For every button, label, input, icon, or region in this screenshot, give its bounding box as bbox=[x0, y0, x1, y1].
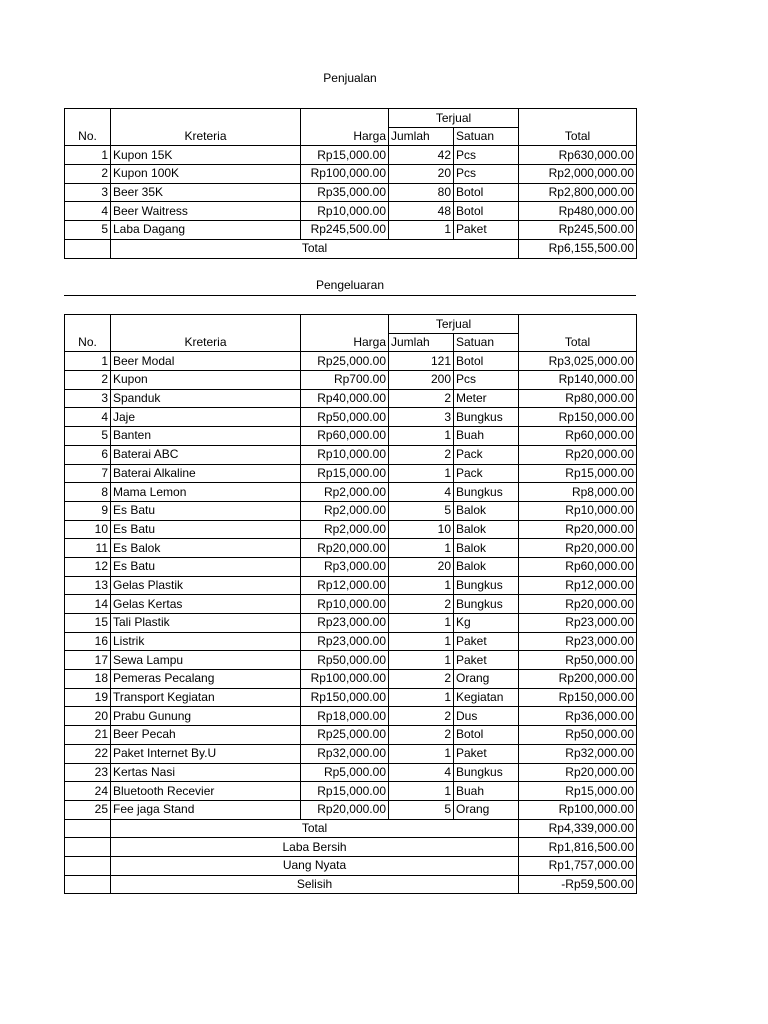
row-jumlah: 1 bbox=[389, 221, 454, 240]
row-satuan: Botol bbox=[454, 726, 519, 745]
summary-row bbox=[65, 819, 637, 838]
table-row bbox=[65, 670, 637, 689]
row-jumlah: 1 bbox=[389, 576, 454, 595]
row-no: 4 bbox=[65, 408, 111, 427]
row-satuan: Pack bbox=[454, 464, 519, 483]
row-total: Rp200,000.00 bbox=[519, 670, 637, 689]
row-total: Rp15,000.00 bbox=[519, 464, 637, 483]
row-total: Rp60,000.00 bbox=[519, 557, 637, 576]
row-satuan: Buah bbox=[454, 427, 519, 446]
row-no: 7 bbox=[65, 464, 111, 483]
row-satuan: Dus bbox=[454, 707, 519, 726]
table-row bbox=[65, 539, 637, 558]
row-total: Rp2,800,000.00 bbox=[519, 183, 637, 202]
header-jumlah: Jumlah bbox=[389, 333, 454, 352]
row-total: Rp2,000,000.00 bbox=[519, 165, 637, 184]
row-kreteria: Spanduk bbox=[111, 389, 301, 408]
table-row bbox=[65, 557, 637, 576]
row-total: Rp245,500.00 bbox=[519, 221, 637, 240]
row-kreteria: Tali Plastik bbox=[111, 614, 301, 633]
row-satuan: Pcs bbox=[454, 165, 519, 184]
row-jumlah: 1 bbox=[389, 427, 454, 446]
row-kreteria: Es Batu bbox=[111, 557, 301, 576]
row-jumlah: 42 bbox=[389, 146, 454, 165]
row-satuan: Paket bbox=[454, 651, 519, 670]
row-jumlah: 3 bbox=[389, 408, 454, 427]
row-kreteria: Prabu Gunung bbox=[111, 707, 301, 726]
row-kreteria: Listrik bbox=[111, 632, 301, 651]
row-harga: Rp15,000.00 bbox=[301, 464, 389, 483]
row-harga: Rp700.00 bbox=[301, 371, 389, 390]
row-total: Rp20,000.00 bbox=[519, 595, 637, 614]
row-kreteria: Pemeras Pecalang bbox=[111, 670, 301, 689]
row-satuan: Pcs bbox=[454, 146, 519, 165]
row-harga: Rp100,000.00 bbox=[301, 165, 389, 184]
row-kreteria: Mama Lemon bbox=[111, 483, 301, 502]
summary-value: Rp1,757,000.00 bbox=[519, 856, 637, 875]
row-no: 4 bbox=[65, 202, 111, 221]
row-total: Rp8,000.00 bbox=[519, 483, 637, 502]
header-kreteria: Kreteria bbox=[111, 109, 301, 146]
row-total: Rp23,000.00 bbox=[519, 614, 637, 633]
row-harga: Rp25,000.00 bbox=[301, 726, 389, 745]
summary-value: -Rp59,500.00 bbox=[519, 875, 637, 894]
row-harga: Rp40,000.00 bbox=[301, 389, 389, 408]
row-no: 6 bbox=[65, 445, 111, 464]
row-jumlah: 1 bbox=[389, 632, 454, 651]
table-row bbox=[65, 483, 637, 502]
row-kreteria: Beer Pecah bbox=[111, 726, 301, 745]
sales-title: Penjualan bbox=[323, 71, 377, 85]
row-satuan: Pack bbox=[454, 445, 519, 464]
table-row bbox=[65, 445, 637, 464]
header-jumlah: Jumlah bbox=[389, 127, 454, 146]
row-total: Rp36,000.00 bbox=[519, 707, 637, 726]
header-satuan: Satuan bbox=[454, 333, 519, 352]
row-jumlah: 20 bbox=[389, 557, 454, 576]
row-kreteria: Sewa Lampu bbox=[111, 651, 301, 670]
row-harga: Rp245,500.00 bbox=[301, 221, 389, 240]
row-kreteria: Es Batu bbox=[111, 520, 301, 539]
header-kreteria: Kreteria bbox=[111, 315, 301, 352]
row-satuan: Bungkus bbox=[454, 483, 519, 502]
row-harga: Rp25,000.00 bbox=[301, 352, 389, 371]
table-row bbox=[65, 726, 637, 745]
row-no: 2 bbox=[65, 371, 111, 390]
row-harga: Rp23,000.00 bbox=[301, 632, 389, 651]
row-no: 21 bbox=[65, 726, 111, 745]
table-row bbox=[65, 632, 637, 651]
row-no: 16 bbox=[65, 632, 111, 651]
row-jumlah: 80 bbox=[389, 183, 454, 202]
row-harga: Rp150,000.00 bbox=[301, 688, 389, 707]
row-total: Rp150,000.00 bbox=[519, 688, 637, 707]
row-jumlah: 1 bbox=[389, 651, 454, 670]
summary-label: Laba Bersih bbox=[111, 838, 519, 857]
row-satuan: Balok bbox=[454, 557, 519, 576]
row-harga: Rp10,000.00 bbox=[301, 202, 389, 221]
table-row bbox=[65, 202, 637, 221]
table-row bbox=[65, 614, 637, 633]
row-no: 11 bbox=[65, 539, 111, 558]
summary-empty-cell bbox=[65, 239, 111, 258]
row-no: 22 bbox=[65, 744, 111, 763]
row-no: 19 bbox=[65, 688, 111, 707]
row-satuan: Botol bbox=[454, 183, 519, 202]
summary-value: Rp6,155,500.00 bbox=[519, 239, 637, 258]
row-harga: Rp15,000.00 bbox=[301, 146, 389, 165]
row-jumlah: 5 bbox=[389, 800, 454, 819]
summary-value: Rp1,816,500.00 bbox=[519, 838, 637, 857]
row-kreteria: Es Batu bbox=[111, 501, 301, 520]
sales-table bbox=[64, 108, 637, 259]
row-jumlah: 1 bbox=[389, 464, 454, 483]
table-row bbox=[65, 763, 637, 782]
header-terjual: Terjual bbox=[389, 315, 519, 334]
row-total: Rp3,025,000.00 bbox=[519, 352, 637, 371]
summary-empty-cell bbox=[65, 838, 111, 857]
table-row bbox=[65, 352, 637, 371]
summary-empty-cell bbox=[65, 875, 111, 894]
row-satuan: Buah bbox=[454, 782, 519, 801]
row-total: Rp50,000.00 bbox=[519, 651, 637, 670]
row-total: Rp23,000.00 bbox=[519, 632, 637, 651]
row-jumlah: 10 bbox=[389, 520, 454, 539]
row-no: 5 bbox=[65, 427, 111, 446]
row-harga: Rp2,000.00 bbox=[301, 501, 389, 520]
summary-row bbox=[65, 856, 637, 875]
row-no: 3 bbox=[65, 389, 111, 408]
table-row bbox=[65, 464, 637, 483]
summary-empty-cell bbox=[65, 856, 111, 875]
row-kreteria: Beer Modal bbox=[111, 352, 301, 371]
row-kreteria: Kupon 15K bbox=[111, 146, 301, 165]
row-harga: Rp50,000.00 bbox=[301, 651, 389, 670]
row-satuan: Botol bbox=[454, 352, 519, 371]
row-harga: Rp60,000.00 bbox=[301, 427, 389, 446]
row-harga: Rp5,000.00 bbox=[301, 763, 389, 782]
row-total: Rp50,000.00 bbox=[519, 726, 637, 745]
row-jumlah: 5 bbox=[389, 501, 454, 520]
summary-row bbox=[65, 239, 637, 258]
table-row bbox=[65, 782, 637, 801]
header-total: Total bbox=[519, 315, 637, 352]
row-kreteria: Bluetooth Recevier bbox=[111, 782, 301, 801]
row-satuan: Meter bbox=[454, 389, 519, 408]
row-no: 23 bbox=[65, 763, 111, 782]
header-harga: Harga bbox=[301, 315, 389, 352]
table-row bbox=[65, 651, 637, 670]
table-row bbox=[65, 427, 637, 446]
row-no: 13 bbox=[65, 576, 111, 595]
row-total: Rp12,000.00 bbox=[519, 576, 637, 595]
row-satuan: Paket bbox=[454, 221, 519, 240]
row-satuan: Paket bbox=[454, 632, 519, 651]
row-no: 14 bbox=[65, 595, 111, 614]
row-total: Rp20,000.00 bbox=[519, 520, 637, 539]
table-row bbox=[65, 576, 637, 595]
row-total: Rp60,000.00 bbox=[519, 427, 637, 446]
row-harga: Rp12,000.00 bbox=[301, 576, 389, 595]
row-satuan: Orang bbox=[454, 670, 519, 689]
row-harga: Rp35,000.00 bbox=[301, 183, 389, 202]
table-row bbox=[65, 221, 637, 240]
row-kreteria: Baterai ABC bbox=[111, 445, 301, 464]
summary-value: Rp4,339,000.00 bbox=[519, 819, 637, 838]
summary-label: Total bbox=[111, 239, 519, 258]
row-jumlah: 2 bbox=[389, 670, 454, 689]
row-jumlah: 2 bbox=[389, 389, 454, 408]
table-row bbox=[65, 501, 637, 520]
table-row bbox=[65, 688, 637, 707]
row-jumlah: 1 bbox=[389, 744, 454, 763]
row-kreteria: Banten bbox=[111, 427, 301, 446]
row-no: 3 bbox=[65, 183, 111, 202]
row-total: Rp630,000.00 bbox=[519, 146, 637, 165]
row-total: Rp20,000.00 bbox=[519, 445, 637, 464]
header-row bbox=[65, 109, 637, 128]
summary-label: Total bbox=[111, 819, 519, 838]
row-harga: Rp20,000.00 bbox=[301, 539, 389, 558]
row-satuan: Botol bbox=[454, 202, 519, 221]
row-no: 10 bbox=[65, 520, 111, 539]
expenses-table bbox=[64, 314, 637, 894]
table-row bbox=[65, 707, 637, 726]
row-jumlah: 1 bbox=[389, 539, 454, 558]
table-row bbox=[65, 595, 637, 614]
table-row bbox=[65, 165, 637, 184]
row-kreteria: Jaje bbox=[111, 408, 301, 427]
row-kreteria: Es Balok bbox=[111, 539, 301, 558]
title-underline bbox=[64, 295, 636, 296]
summary-row bbox=[65, 838, 637, 857]
row-no: 18 bbox=[65, 670, 111, 689]
row-jumlah: 20 bbox=[389, 165, 454, 184]
row-no: 1 bbox=[65, 352, 111, 371]
row-no: 8 bbox=[65, 483, 111, 502]
row-satuan: Bungkus bbox=[454, 576, 519, 595]
row-harga: Rp32,000.00 bbox=[301, 744, 389, 763]
row-no: 1 bbox=[65, 146, 111, 165]
header-harga: Harga bbox=[301, 109, 389, 146]
row-kreteria: Gelas Kertas bbox=[111, 595, 301, 614]
summary-label: Selisih bbox=[111, 875, 519, 894]
row-total: Rp10,000.00 bbox=[519, 501, 637, 520]
row-kreteria: Fee jaga Stand bbox=[111, 800, 301, 819]
row-kreteria: Paket Internet By.U bbox=[111, 744, 301, 763]
row-harga: Rp20,000.00 bbox=[301, 800, 389, 819]
row-no: 17 bbox=[65, 651, 111, 670]
row-harga: Rp10,000.00 bbox=[301, 445, 389, 464]
table-row bbox=[65, 520, 637, 539]
row-total: Rp20,000.00 bbox=[519, 763, 637, 782]
row-no: 15 bbox=[65, 614, 111, 633]
row-kreteria: Beer Waitress bbox=[111, 202, 301, 221]
expenses-title: Pengeluaran bbox=[315, 278, 385, 292]
row-total: Rp100,000.00 bbox=[519, 800, 637, 819]
summary-row bbox=[65, 875, 637, 894]
row-no: 9 bbox=[65, 501, 111, 520]
table-row bbox=[65, 146, 637, 165]
summary-label: Uang Nyata bbox=[111, 856, 519, 875]
row-no: 2 bbox=[65, 165, 111, 184]
table-row bbox=[65, 183, 637, 202]
row-jumlah: 2 bbox=[389, 707, 454, 726]
row-satuan: Balok bbox=[454, 520, 519, 539]
header-satuan: Satuan bbox=[454, 127, 519, 146]
row-harga: Rp2,000.00 bbox=[301, 520, 389, 539]
row-total: Rp15,000.00 bbox=[519, 782, 637, 801]
row-satuan: Orang bbox=[454, 800, 519, 819]
row-satuan: Kegiatan bbox=[454, 688, 519, 707]
row-harga: Rp15,000.00 bbox=[301, 782, 389, 801]
row-no: 25 bbox=[65, 800, 111, 819]
row-satuan: Bungkus bbox=[454, 763, 519, 782]
row-no: 24 bbox=[65, 782, 111, 801]
row-kreteria: Beer 35K bbox=[111, 183, 301, 202]
row-jumlah: 200 bbox=[389, 371, 454, 390]
row-total: Rp150,000.00 bbox=[519, 408, 637, 427]
row-harga: Rp100,000.00 bbox=[301, 670, 389, 689]
row-harga: Rp23,000.00 bbox=[301, 614, 389, 633]
row-no: 20 bbox=[65, 707, 111, 726]
row-total: Rp480,000.00 bbox=[519, 202, 637, 221]
row-harga: Rp18,000.00 bbox=[301, 707, 389, 726]
header-terjual: Terjual bbox=[389, 109, 519, 128]
row-no: 12 bbox=[65, 557, 111, 576]
table-row bbox=[65, 408, 637, 427]
row-jumlah: 1 bbox=[389, 782, 454, 801]
row-jumlah: 121 bbox=[389, 352, 454, 371]
row-satuan: Pcs bbox=[454, 371, 519, 390]
row-satuan: Balok bbox=[454, 539, 519, 558]
row-harga: Rp3,000.00 bbox=[301, 557, 389, 576]
row-jumlah: 48 bbox=[389, 202, 454, 221]
row-jumlah: 4 bbox=[389, 763, 454, 782]
summary-empty-cell bbox=[65, 819, 111, 838]
row-harga: Rp2,000.00 bbox=[301, 483, 389, 502]
row-satuan: Balok bbox=[454, 501, 519, 520]
row-kreteria: Laba Dagang bbox=[111, 221, 301, 240]
header-no: No. bbox=[65, 109, 111, 146]
row-jumlah: 2 bbox=[389, 726, 454, 745]
row-kreteria: Gelas Plastik bbox=[111, 576, 301, 595]
row-total: Rp140,000.00 bbox=[519, 371, 637, 390]
table-row bbox=[65, 389, 637, 408]
row-kreteria: Kupon 100K bbox=[111, 165, 301, 184]
table-row bbox=[65, 371, 637, 390]
row-total: Rp32,000.00 bbox=[519, 744, 637, 763]
row-kreteria: Baterai Alkaline bbox=[111, 464, 301, 483]
header-total: Total bbox=[519, 109, 637, 146]
row-jumlah: 1 bbox=[389, 614, 454, 633]
table-row bbox=[65, 800, 637, 819]
row-satuan: Paket bbox=[454, 744, 519, 763]
row-kreteria: Transport Kegiatan bbox=[111, 688, 301, 707]
row-jumlah: 1 bbox=[389, 688, 454, 707]
header-row bbox=[65, 315, 637, 334]
row-harga: Rp50,000.00 bbox=[301, 408, 389, 427]
row-jumlah: 4 bbox=[389, 483, 454, 502]
row-jumlah: 2 bbox=[389, 595, 454, 614]
row-no: 5 bbox=[65, 221, 111, 240]
row-satuan: Kg bbox=[454, 614, 519, 633]
row-total: Rp80,000.00 bbox=[519, 389, 637, 408]
header-no: No. bbox=[65, 315, 111, 352]
row-jumlah: 2 bbox=[389, 445, 454, 464]
row-kreteria: Kertas Nasi bbox=[111, 763, 301, 782]
row-satuan: Bungkus bbox=[454, 595, 519, 614]
table-row bbox=[65, 744, 637, 763]
row-satuan: Bungkus bbox=[454, 408, 519, 427]
row-kreteria: Kupon bbox=[111, 371, 301, 390]
row-total: Rp20,000.00 bbox=[519, 539, 637, 558]
row-harga: Rp10,000.00 bbox=[301, 595, 389, 614]
